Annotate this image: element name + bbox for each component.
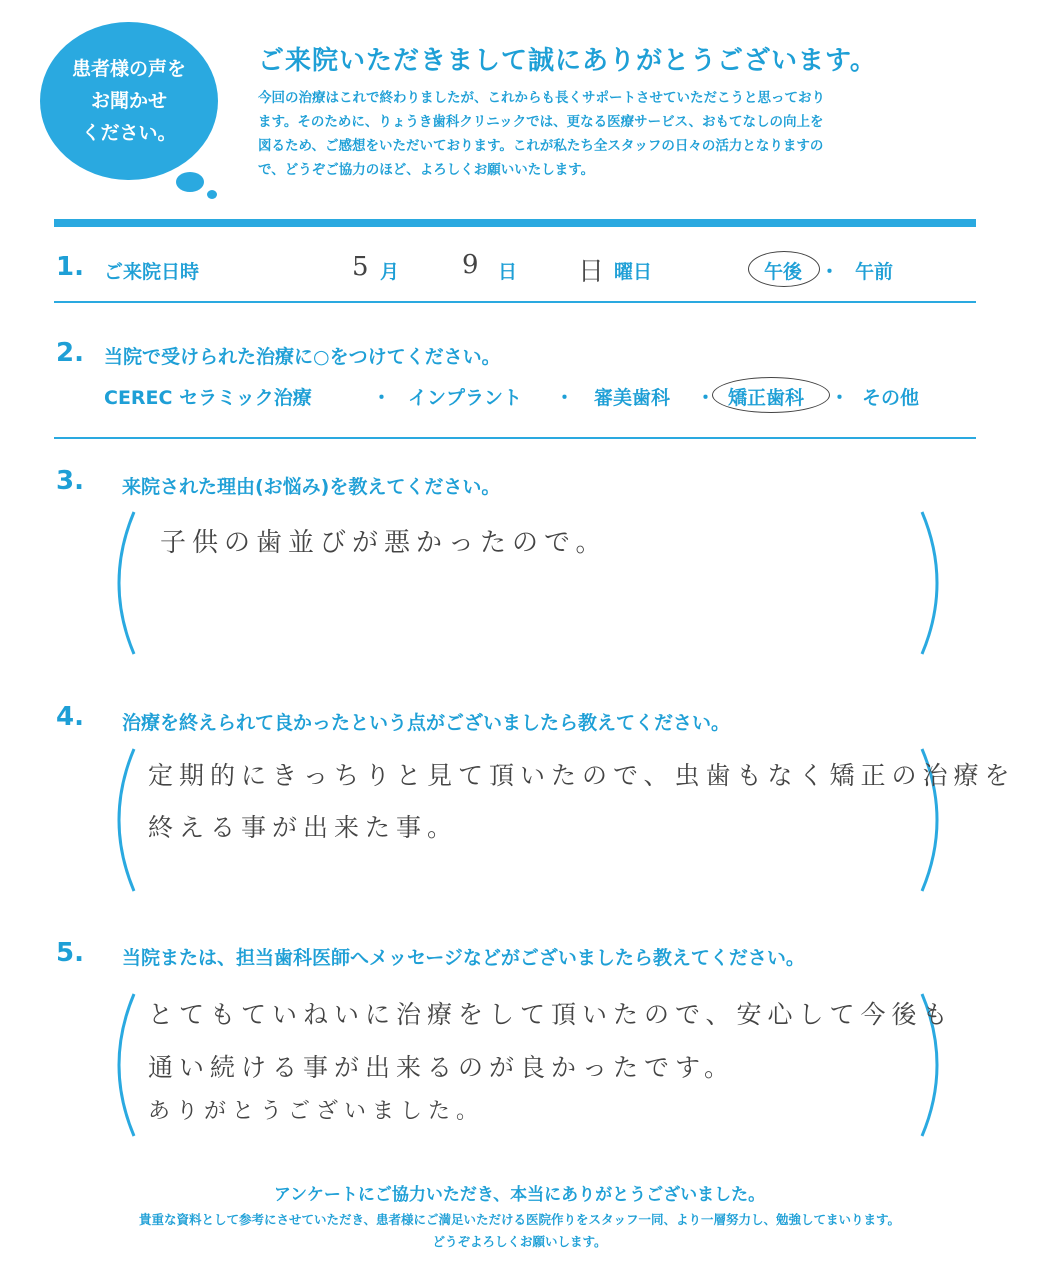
- q4-number: 4.: [56, 702, 84, 732]
- q4-answer-line-2[interactable]: 終える事が出来た事。: [148, 813, 459, 842]
- q2-option-cosmetic[interactable]: 審美歯科: [594, 387, 671, 409]
- q1-option-am[interactable]: 午前: [855, 261, 894, 283]
- q2-divider: [54, 437, 976, 439]
- q1-day-unit: 日: [498, 261, 518, 283]
- q2-option-other[interactable]: その他: [862, 387, 920, 409]
- q2-option-implant[interactable]: インプラント: [408, 387, 523, 409]
- footer-thanks: アンケートにご協力いただき、本当にありがとうございました。: [273, 1185, 766, 1205]
- q2-option-cerec[interactable]: CEREC セラミック治療: [104, 387, 312, 409]
- q1-label: ご来院日時: [104, 261, 200, 283]
- header-speech-bubble: [40, 22, 218, 180]
- bubble-line-3: ください。: [81, 122, 177, 144]
- q5-number: 5.: [56, 938, 84, 968]
- q1-option-pm[interactable]: 午後: [764, 261, 803, 283]
- q1-number: 1.: [56, 252, 84, 282]
- q3-answer-bracket-right: [916, 508, 956, 658]
- q2-separator-1: ・: [372, 387, 392, 409]
- q1-month-value: 5: [352, 252, 375, 282]
- q4-answer-bracket-left: [100, 745, 140, 895]
- q1-divider: [54, 301, 976, 303]
- bubble-tail-dot-large: [176, 172, 204, 192]
- q1-weekday-value: 日: [578, 257, 611, 287]
- bubble-line-1: 患者様の声を: [71, 58, 186, 80]
- intro-line-4: で、どうぞご協力のほど、よろしくお願いいたします。: [258, 162, 595, 178]
- q1-weekday-unit: 曜日: [614, 261, 653, 283]
- bubble-line-2: お聞かせ: [90, 90, 167, 112]
- footer-closing: どうぞよろしくお願いします。: [432, 1234, 607, 1249]
- q2-label: 当院で受けられた治療に○をつけてください。: [104, 346, 501, 368]
- q1-day-value: 9: [462, 250, 485, 280]
- q1-month-unit: 月: [380, 261, 400, 283]
- page-title: ご来院いただきまして誠にありがとうございます。: [258, 46, 877, 76]
- intro-line-1: 今回の治療はこれで終わりましたが、これからも長くサポートさせていただこうと思っており: [258, 90, 825, 106]
- header-divider: [54, 219, 976, 227]
- q5-answer-line-1[interactable]: とてもていねいに治療をして頂いたので、安心して今後も: [148, 1000, 954, 1029]
- bubble-tail-dot-small: [207, 190, 217, 199]
- q2-option-orthodontics[interactable]: 矯正歯科: [728, 387, 805, 409]
- intro-line-2: ます。そのために、りょうき歯科クリニックでは、更なる医療サービス、おもてなしの向上を: [258, 114, 824, 130]
- q5-answer-line-2[interactable]: 通い続ける事が出来るのが良かったです。: [148, 1053, 736, 1082]
- q5-answer-line-3[interactable]: ありがとうございました。: [148, 1099, 485, 1124]
- q5-answer-bracket-left: [100, 990, 140, 1140]
- q2-separator-2: ・: [555, 387, 575, 409]
- q5-label: 当院または、担当歯科医師へメッセージなどがございましたら教えてください。: [122, 947, 805, 969]
- footer-note: 貴重な資料として参考にさせていただき、患者様にご満足いただける医院作りをスタッフ一同、より一層努力し、勉強してまいります。: [138, 1212, 900, 1227]
- intro-line-3: 図るため、ご感想をいただいております。これが私たち全スタッフの日々の活力となりますの: [258, 138, 824, 154]
- q2-number: 2.: [56, 338, 84, 368]
- q2-separator-3: ・: [696, 387, 716, 409]
- q3-answer-bracket-left: [100, 508, 140, 658]
- q2-separator-4: ・: [830, 387, 850, 409]
- q1-separator: ・: [820, 261, 840, 283]
- q4-label: 治療を終えられて良かったという点がございましたら教えてください。: [122, 712, 731, 734]
- q3-answer-line-1[interactable]: 子供の歯並びが悪かったので。: [160, 528, 608, 558]
- q3-number: 3.: [56, 466, 84, 496]
- q3-label: 来院された理由(お悩み)を教えてください。: [122, 476, 501, 498]
- intro-text: [258, 86, 958, 182]
- q4-answer-line-1[interactable]: 定期的にきっちりと見て頂いたので、虫歯もなく矯正の治療を: [148, 761, 1016, 790]
